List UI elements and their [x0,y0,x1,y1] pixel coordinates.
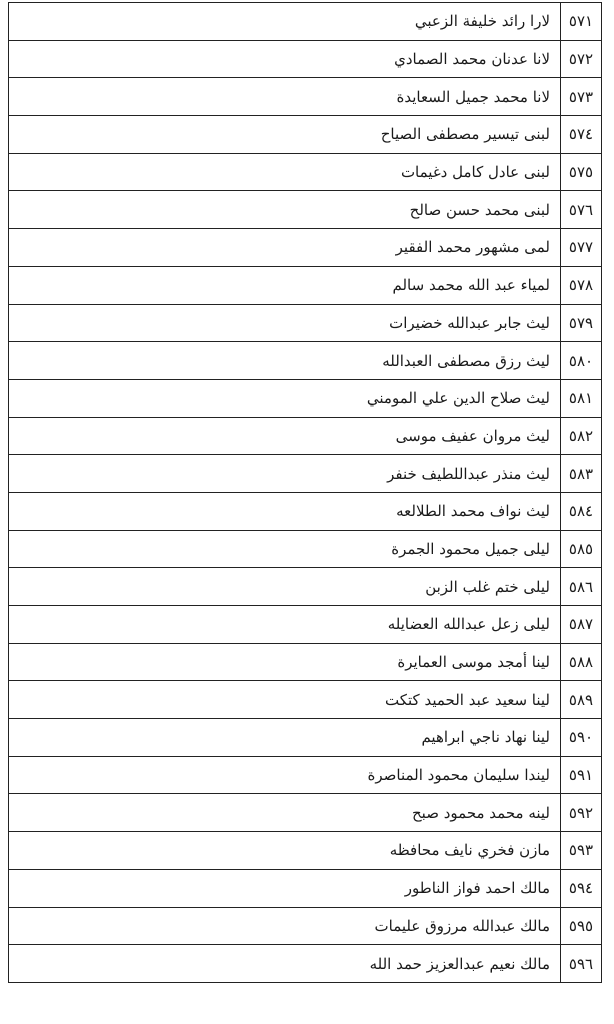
row-name: ليث جابر عبدالله خضيرات [9,304,561,342]
row-number: ٥٧٢ [561,40,602,78]
row-number: ٥٧٨ [561,266,602,304]
row-number: ٥٩٣ [561,832,602,870]
row-name: ليث رزق مصطفى العبدالله [9,342,561,380]
table-row [9,3,602,41]
row-name: لبنى محمد حسن صالح [9,191,561,229]
row-number: ٥٨٢ [561,417,602,455]
table-row [9,832,602,870]
table-row [9,379,602,417]
table-body [9,3,602,983]
row-number: ٥٧٣ [561,78,602,116]
table-row [9,681,602,719]
row-name: لانا عدنان محمد الصمادي [9,40,561,78]
row-number: ٥٧١ [561,3,602,41]
table-row [9,229,602,267]
table-row [9,530,602,568]
table-row [9,455,602,493]
row-number: ٥٨٧ [561,606,602,644]
row-number: ٥٨٨ [561,643,602,681]
row-name: لينا نهاد ناجي ابراهيم [9,719,561,757]
row-name: ليث مروان عفيف موسى [9,417,561,455]
table-row [9,153,602,191]
row-name: لمياء عبد الله محمد سالم [9,266,561,304]
row-number: ٥٨١ [561,379,602,417]
table-row [9,794,602,832]
row-name: مالك احمد فواز الناطور [9,869,561,907]
table-row [9,40,602,78]
row-name: لانا محمد جميل السعايدة [9,78,561,116]
names-table [8,2,602,983]
table-row [9,304,602,342]
row-number: ٥٧٥ [561,153,602,191]
row-number: ٥٩٥ [561,907,602,945]
row-number: ٥٨٥ [561,530,602,568]
row-name: ليلى جميل محمود الجمرة [9,530,561,568]
row-name: لينا سعيد عبد الحميد كتكت [9,681,561,719]
table-row [9,719,602,757]
row-name: ليلى ختم غلب الزبن [9,568,561,606]
table-row [9,78,602,116]
table-row [9,869,602,907]
row-name: ليث منذر عبداللطيف خنفر [9,455,561,493]
row-number: ٥٨٤ [561,492,602,530]
row-number: ٥٩٦ [561,945,602,983]
row-name: مالك نعيم عبدالعزيز حمد الله [9,945,561,983]
row-number: ٥٧٦ [561,191,602,229]
row-number: ٥٩١ [561,756,602,794]
table-row [9,116,602,154]
row-name: ليث صلاح الدين علي المومني [9,379,561,417]
table-row [9,643,602,681]
row-number: ٥٨٣ [561,455,602,493]
row-name: ليندا سليمان محمود المناصرة [9,756,561,794]
table-row [9,417,602,455]
table-row [9,342,602,380]
row-number: ٥٧٤ [561,116,602,154]
row-number: ٥٧٧ [561,229,602,267]
row-number: ٥٩٠ [561,719,602,757]
row-name: ليلى زعل عبدالله العضايله [9,606,561,644]
row-name: ليث نواف محمد الطلالعه [9,492,561,530]
table-row [9,191,602,229]
table-row [9,756,602,794]
table-row [9,606,602,644]
row-number: ٥٧٩ [561,304,602,342]
table-row [9,266,602,304]
row-name: لبنى عادل كامل دغيمات [9,153,561,191]
table-row [9,945,602,983]
row-number: ٥٨٩ [561,681,602,719]
row-name: مازن فخري نايف محافظه [9,832,561,870]
row-name: لبنى تيسير مصطفى الصياح [9,116,561,154]
table-row [9,568,602,606]
row-name: لينه محمد محمود صبح [9,794,561,832]
table-row [9,907,602,945]
row-number: ٥٩٤ [561,869,602,907]
row-name: لينا أمجد موسى العمايرة [9,643,561,681]
row-name: لارا رائد خليفة الزعبي [9,3,561,41]
row-number: ٥٨٠ [561,342,602,380]
row-number: ٥٨٦ [561,568,602,606]
row-name: لمى مشهور محمد الفقير [9,229,561,267]
row-number: ٥٩٢ [561,794,602,832]
table-row [9,492,602,530]
row-name: مالك عبدالله مرزوق عليمات [9,907,561,945]
